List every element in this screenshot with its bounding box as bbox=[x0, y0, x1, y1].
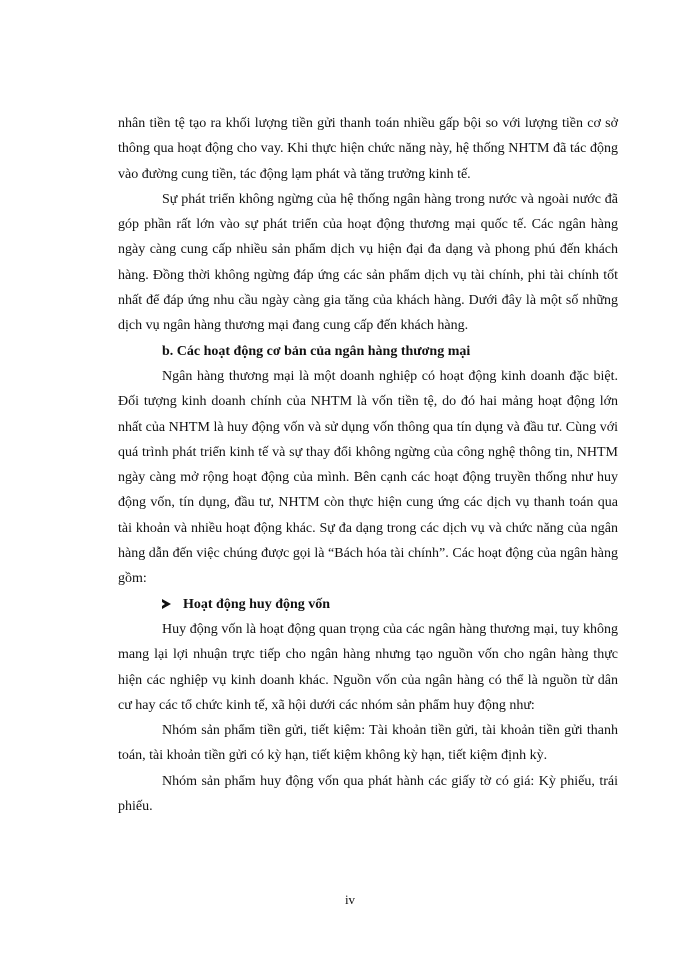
section-heading-b: b. Các hoạt động cơ bản của ngân hàng thương mại bbox=[162, 343, 471, 359]
paragraph-capital-mobilization: Huy động vốn là hoạt động quan trọng của các ngân hàng thương mại, tuy không mang lại lợi nhuận trực tiếp cho ngân hàng nhưng tạo nguồn vốn cho ngân hàng thực hiện các nghiệp vụ kinh doanh khác. Nguồn vốn của ngân hàng có thể là nguồn từ dân cư hay các tổ chức kinh tế, xã hội dưới các nhóm sản phẩm huy động như: bbox=[118, 621, 618, 713]
paragraph-bank-activities: Ngân hàng thương mại là một doanh nghiệp có hoạt động kinh doanh đặc biệt. Đối tượng kinh doanh chính của NHTM là vốn tiền tệ, do đó hai mảng hoạt động lớn nhất của NHTM là huy động vốn và sử dụng vốn thông qua tín dụng và đầu tư. Cùng với quá trình phát triển kinh tế và sự thay đổi không ngừng của công nghệ thông tin, NHTM ngày càng mở rộng hoạt động của mình. Bên cạnh các hoạt động truyền thống như huy động vốn, tín dụng, đầu tư, NHTM còn thực hiện cung ứng các dịch vụ thanh toán qua tài khoản và nhiều hoạt động khác. Sự đa dạng trong các dịch vụ và chức năng của ngân hàng dẫn đến việc chúng được gọi là “Bách hóa tài chính”. Các hoạt động của ngân hàng gồm: bbox=[118, 368, 618, 587]
page-body bbox=[118, 111, 618, 819]
paragraph-deposit-products: Nhóm sản phẩm tiền gửi, tiết kiệm: Tài khoản tiền gửi, tài khoản tiền gửi thanh toán, tài khoản tiền gửi có kỳ hạn, tiết kiệm không kỳ hạn, tiết kiệm định kỳ. bbox=[118, 723, 618, 764]
paragraph-banking-development: Sự phát triển không ngừng của hệ thống ngân hàng trong nước và ngoài nước đã góp phần rất lớn vào sự phát triển của hoạt động thương mại quốc tế. Các ngân hàng ngày càng cung cấp nhiều sản phẩm dịch vụ hiện đại đa dạng và phong phú đến khách hàng. Đồng thời không ngừng đáp ứng các sản phẩm dịch vụ tài chính, phi tài chính tốt nhất để đáp ứng nhu cầu ngày càng gia tăng của khách hàng. Dưới đây là một số những dịch vụ ngân hàng thương mại đang cung cấp đến khách hàng. bbox=[118, 191, 618, 334]
bullet-heading-text: Hoạt động huy động vốn bbox=[183, 596, 331, 612]
paragraph-money-multiplier: nhân tiền tệ tạo ra khối lượng tiền gửi thanh toán nhiều gấp bội so với lượng tiền cơ sở thông qua hoạt động cho vay. Khi thực hiện chức năng này, hệ thống NHTM đã tác động vào đường cung tiền, tác động lạm phát và tăng trưởng kinh tế. bbox=[118, 116, 618, 182]
bullet-heading-capital-mobilization bbox=[118, 592, 618, 617]
page-number: iv bbox=[344, 892, 356, 907]
paragraph-valuable-papers: Nhóm sản phẩm huy động vốn qua phát hành các giấy tờ có giá: Kỳ phiếu, trái phiếu. bbox=[118, 773, 618, 815]
arrow-bullet-icon bbox=[162, 599, 171, 609]
